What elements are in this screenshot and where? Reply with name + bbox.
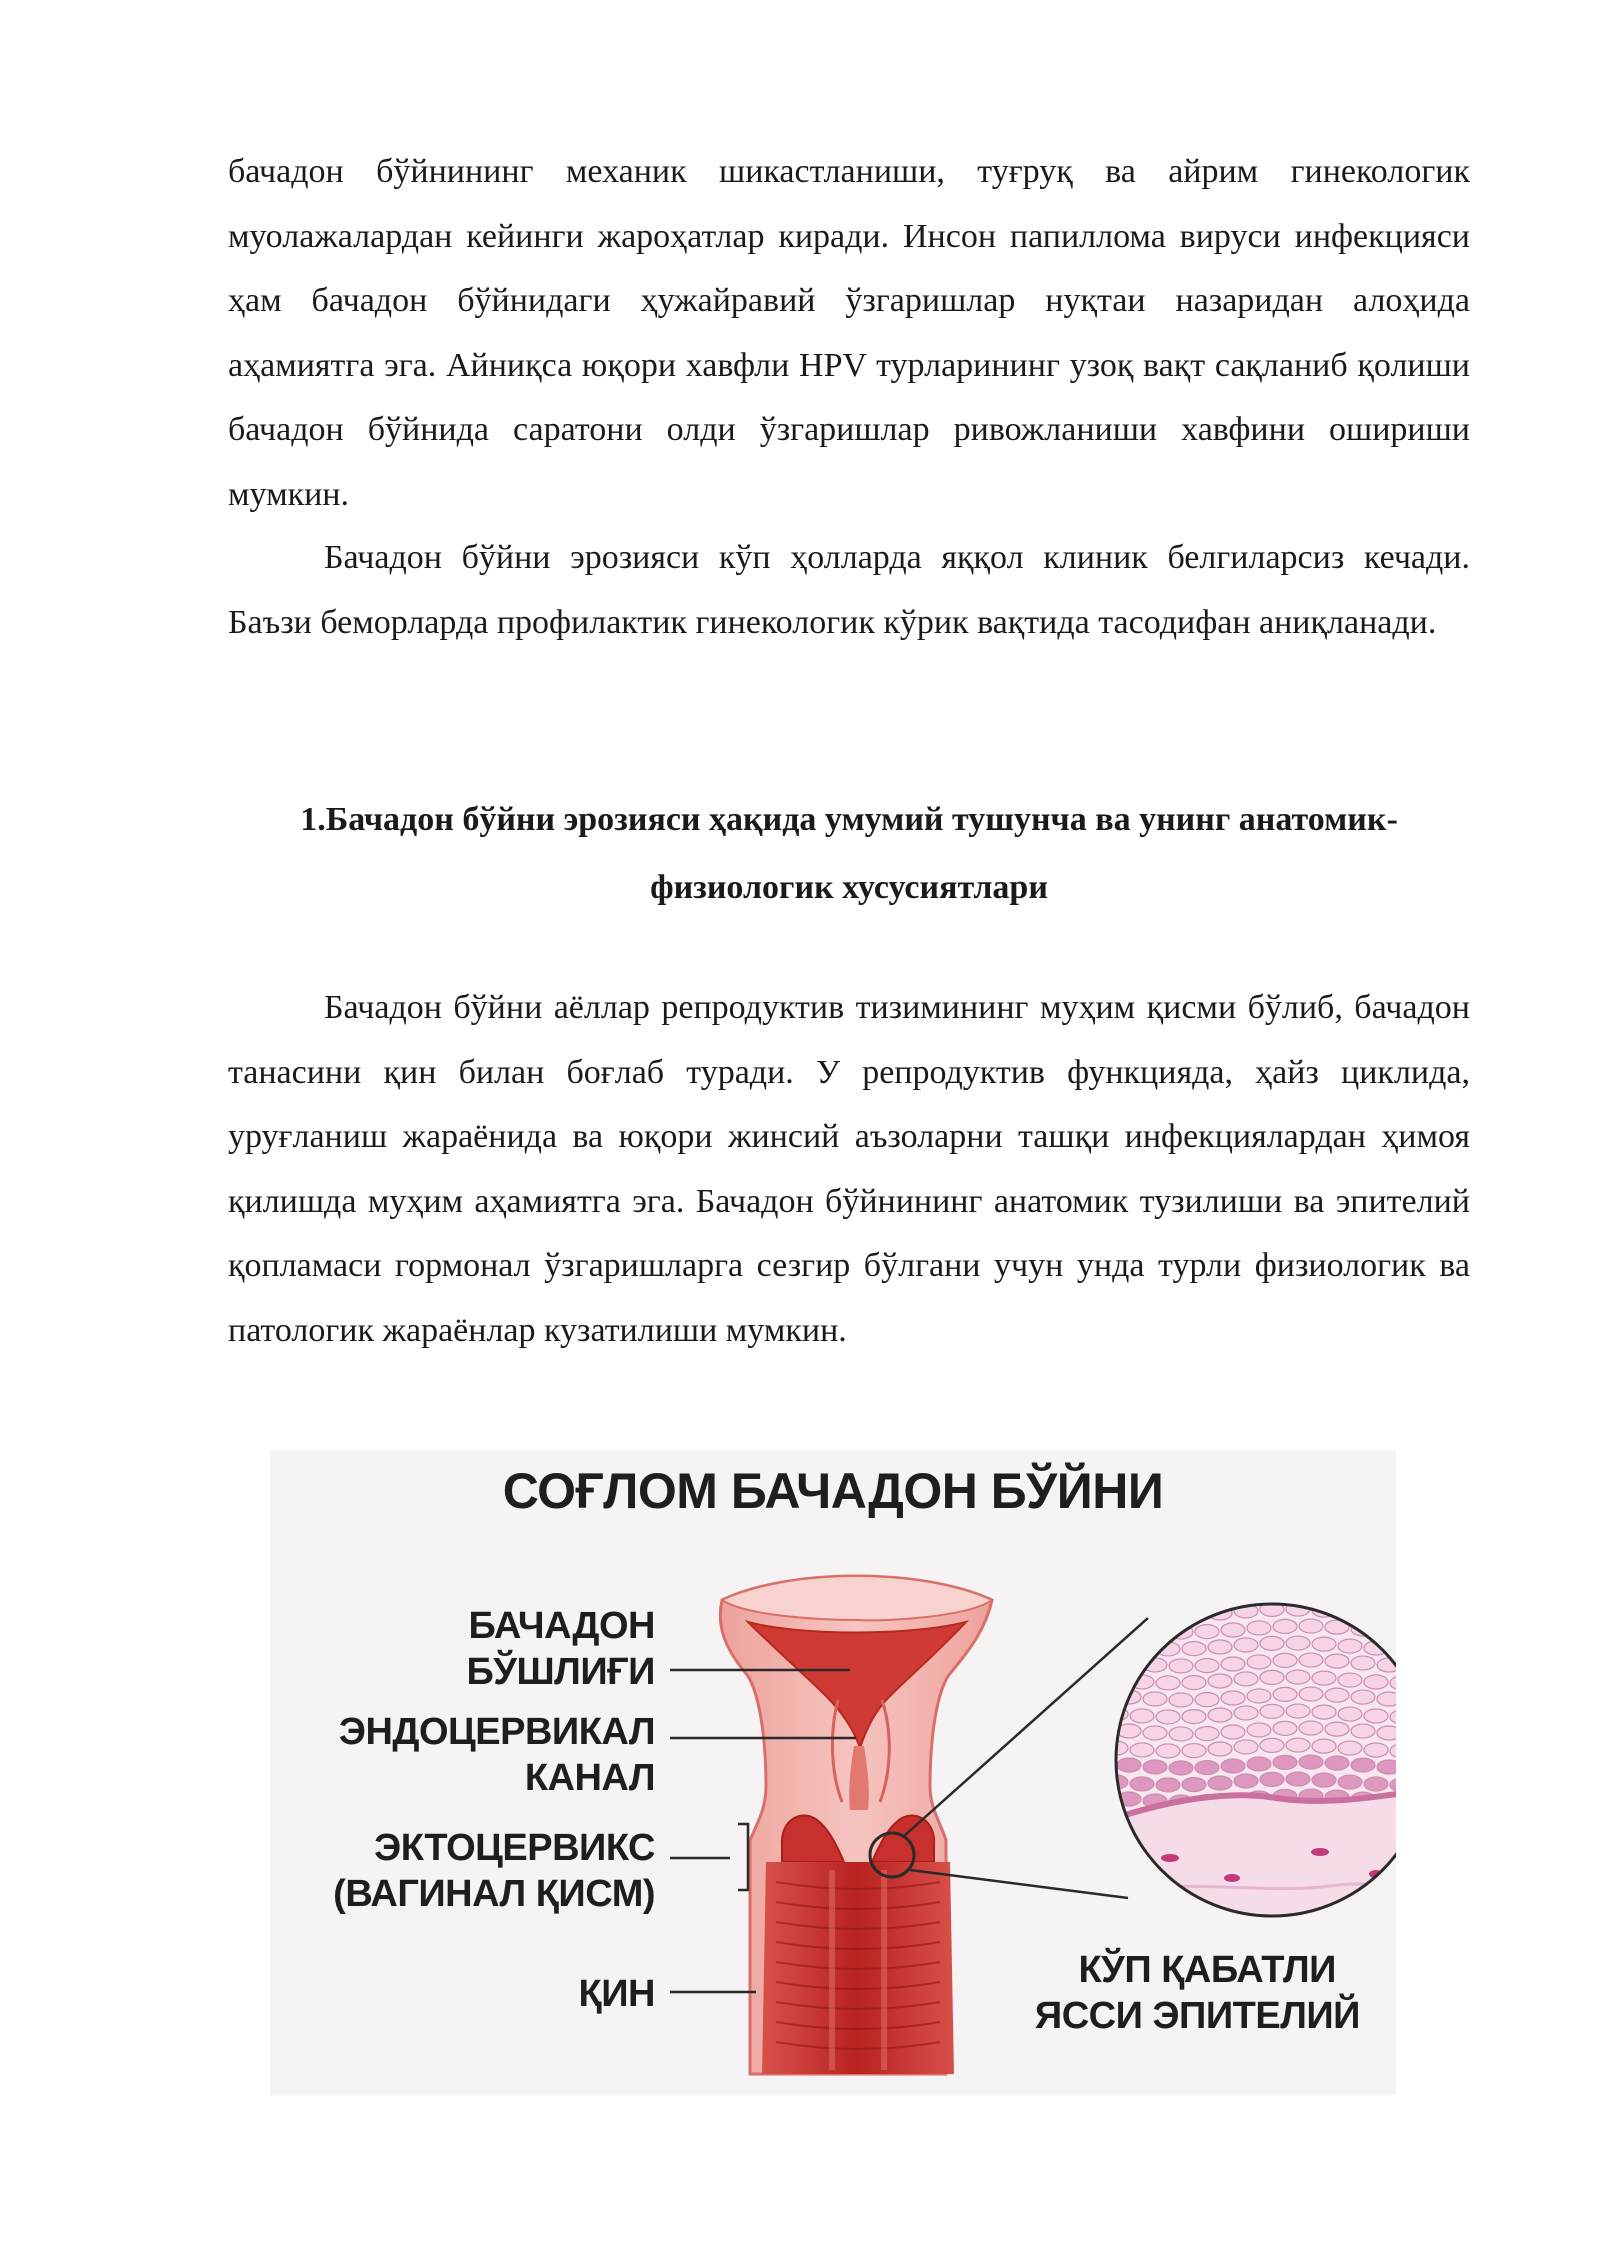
epithelial-cell — [1312, 1705, 1336, 1719]
epithelial-cell — [1338, 1707, 1362, 1721]
epithelial-cell — [1273, 1687, 1297, 1701]
epithelial-cell — [1208, 1708, 1232, 1722]
epithelial-cell — [1312, 1637, 1336, 1651]
section-heading-line-1: 1.Бачадон бўйни эрозияси ҳақида умумий тушунча ва унинг анатомик- — [300, 801, 1398, 838]
epithelial-cell — [1195, 1727, 1219, 1741]
epithelial-cell — [1338, 1741, 1362, 1755]
epithelial-cell — [1143, 1624, 1167, 1638]
epithelial-cell — [1260, 1670, 1284, 1684]
epithelial-cell — [1156, 1676, 1180, 1690]
epithelial-cell — [1195, 1659, 1219, 1673]
epithelial-cell — [1195, 1625, 1219, 1639]
epithelial-cell — [1221, 1623, 1245, 1637]
epithelial-cell — [1312, 1739, 1336, 1753]
epithelial-cell — [1364, 1743, 1388, 1757]
epithelial-cell — [1351, 1690, 1375, 1704]
epithelial-cell — [1182, 1710, 1206, 1724]
epithelial-cell — [1234, 1672, 1258, 1686]
epithelial-cell — [1221, 1691, 1245, 1705]
epithelial-cell — [1377, 1692, 1396, 1706]
epithelium-closeup — [1104, 1600, 1396, 1930]
epithelial-cell — [1169, 1659, 1193, 1673]
epithelial-cell — [1247, 1757, 1271, 1771]
epithelial-cell — [1390, 1642, 1396, 1656]
epithelial-cell — [1351, 1656, 1375, 1670]
epithelial-cell — [1130, 1709, 1154, 1723]
epithelial-cell — [1273, 1721, 1297, 1735]
epithelial-cell — [1338, 1639, 1362, 1653]
epithelial-cell — [1182, 1642, 1206, 1656]
label-vagina: ҚИН — [578, 1973, 655, 2015]
epithelial-cell — [1286, 1704, 1310, 1718]
epithelial-cell — [1143, 1726, 1167, 1740]
epithelial-cell — [1260, 1772, 1284, 1786]
paragraph-symptoms: Бачадон бўйни эрозияси кўп ҳолларда яққол клиник белгиларсиз кечади. Баъзи беморларда профилактик гинекологик кўрик вақтида тасодифан аниқланади. — [228, 539, 1470, 641]
epithelial-cell — [1169, 1727, 1193, 1741]
epithelial-cell — [1169, 1761, 1193, 1775]
epithelial-cell — [1143, 1760, 1167, 1774]
epithelial-cell — [1130, 1607, 1154, 1621]
epithelial-cell — [1117, 1758, 1141, 1772]
epithelial-cell — [1299, 1653, 1323, 1667]
epithelial-cell — [1364, 1709, 1388, 1723]
cervix-diagram — [270, 1450, 1396, 2095]
epithelial-cell — [1247, 1689, 1271, 1703]
epithelial-cell — [1286, 1738, 1310, 1752]
epithelial-cell — [1351, 1758, 1375, 1772]
epithelial-cell — [1364, 1675, 1388, 1689]
label-endocervical-1: ЭНДОЦЕРВИКАЛ — [338, 1711, 655, 1753]
label-ectocervix-1: ЭКТОЦЕРВИКС — [374, 1827, 655, 1869]
epithelial-cell — [1130, 1641, 1154, 1655]
epithelial-cell — [1260, 1704, 1284, 1718]
epithelial-cell — [1169, 1693, 1193, 1707]
epithelial-cell — [1234, 1706, 1258, 1720]
epithelial-cell — [1208, 1640, 1232, 1654]
epithelial-cell — [1195, 1693, 1219, 1707]
epithelial-cell — [1143, 1692, 1167, 1706]
epithelial-cell — [1247, 1723, 1271, 1737]
epithelial-cell — [1286, 1636, 1310, 1650]
epithelial-cell — [1182, 1744, 1206, 1758]
epithelial-cell — [1156, 1710, 1180, 1724]
epithelial-cell — [1364, 1777, 1388, 1791]
epithelial-cell — [1130, 1743, 1154, 1757]
epithelial-cell — [1130, 1777, 1154, 1791]
paragraph-hpv: бачадон бўйнининг механик шикастланиши, туғруқ ва айрим гинекологик муолажалардан кейинги жароҳатлар киради. Инсон папиллома вируси инфекцияси ҳам бачадон бўйнидаги ҳужайравий ўзгаришлар нуқтаи назаридан алоҳида аҳамиятга эга. Айниқса юқори хавфли HPV турларининг узоқ вақт сақланиб қолиши бачадон бўйнида саратони олди ўзгаришлар ривожланиши хавфини ошириши мумкин. — [228, 153, 1470, 513]
epithelial-cell — [1221, 1725, 1245, 1739]
paragraph-anatomy: Бачадон бўйни аёллар репродуктив тизимининг муҳим қисми бўлиб, бачадон танасини қин билан боғлаб туради. У репродуктив функцияда, ҳайз циклида, уруғланиш жараёнида ва юқори жинсий аъзоларни ташқи инфекциялардан ҳимоя қилишда муҳим аҳамиятга эга. Бачадон бўйнининг анатомик тузилиши ва эпителий қопламаси гормонал ўзгаришларга сезгир бўлгани учун унда турли физиологик ва патологик жараёнлар кузатилиши мумкин. — [228, 989, 1470, 1349]
epithelial-cell — [1338, 1605, 1362, 1619]
epithelial-cell — [1325, 1722, 1349, 1736]
epithelial-cell — [1338, 1775, 1362, 1789]
epithelial-cell — [1208, 1674, 1232, 1688]
label-uterine-cavity-1: БАЧАДОН — [468, 1605, 655, 1647]
epithelial-cell — [1299, 1619, 1323, 1633]
section-heading-line-2: физиологик хусусиятлари — [650, 869, 1048, 906]
epithelial-cell — [1299, 1721, 1323, 1735]
epithelial-cell — [1260, 1636, 1284, 1650]
epithelial-cell — [1299, 1687, 1323, 1701]
epithelial-cell — [1338, 1673, 1362, 1687]
epithelial-cell — [1312, 1773, 1336, 1787]
epithelial-cell — [1208, 1742, 1232, 1756]
epithelial-cell — [1286, 1670, 1310, 1684]
epithelial-cell — [1351, 1724, 1375, 1738]
diagram-title: СОҒЛОМ БАЧАДОН БЎЙНИ — [502, 1463, 1164, 1519]
epithelial-cell — [1234, 1740, 1258, 1754]
label-uterine-cavity-2: БЎШЛИҒИ — [466, 1651, 655, 1693]
epithelial-cell — [1182, 1778, 1206, 1792]
epithelial-cell — [1273, 1653, 1297, 1667]
epithelial-cell — [1312, 1671, 1336, 1685]
epithelial-cell — [1325, 1654, 1349, 1668]
section-heading — [228, 786, 1470, 922]
epithelial-cell — [1325, 1756, 1349, 1770]
epithelial-cell — [1260, 1738, 1284, 1752]
epithelial-cell — [1104, 1605, 1128, 1619]
label-epithelium-2: ЯССИ ЭПИТЕЛИЙ — [1034, 1995, 1360, 2037]
epithelial-cell — [1208, 1776, 1232, 1790]
epithelial-cell — [1156, 1608, 1180, 1622]
epithelial-cell — [1377, 1624, 1396, 1638]
epithelial-cell — [1273, 1619, 1297, 1633]
epithelial-cell — [1377, 1726, 1396, 1740]
epithelial-cell — [1234, 1774, 1258, 1788]
label-ectocervix-2: (ВАГИНАЛ ҚИСМ) — [333, 1873, 655, 1915]
epithelial-cell — [1390, 1608, 1396, 1622]
label-endocervical-2: КАНАЛ — [524, 1757, 655, 1799]
epithelial-cell — [1247, 1621, 1271, 1635]
epithelial-cell — [1325, 1688, 1349, 1702]
epithelial-cell — [1299, 1755, 1323, 1769]
epithelial-cell — [1104, 1673, 1128, 1687]
epithelial-cell — [1286, 1772, 1310, 1786]
epithelial-cell — [1377, 1760, 1396, 1774]
epithelial-cell — [1156, 1778, 1180, 1792]
label-epithelium-1: КЎП ҚАБАТЛИ — [1078, 1949, 1336, 1991]
epithelial-cell — [1182, 1676, 1206, 1690]
epithelial-cell — [1117, 1656, 1141, 1670]
epithelial-cell — [1247, 1655, 1271, 1669]
epithelial-cell — [1364, 1607, 1388, 1621]
epithelial-cell — [1221, 1759, 1245, 1773]
epithelial-cell — [1195, 1761, 1219, 1775]
epithelial-cell — [1156, 1744, 1180, 1758]
epithelial-cell — [1234, 1638, 1258, 1652]
epithelial-cell — [1221, 1657, 1245, 1671]
epithelial-cell — [1273, 1755, 1297, 1769]
uterus-illustration — [720, 1576, 992, 2074]
